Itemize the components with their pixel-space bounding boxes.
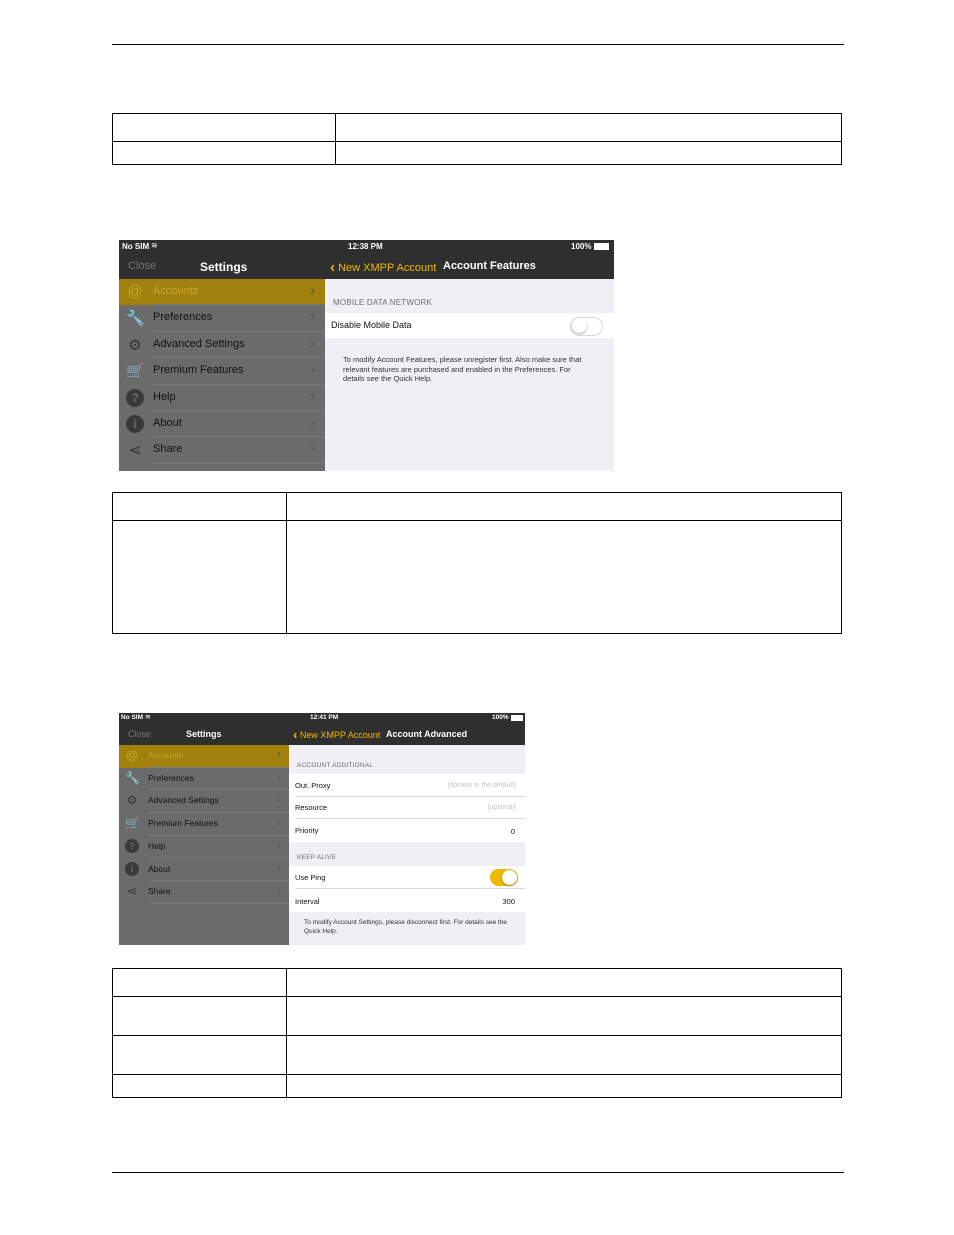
help-icon: ? [125,839,139,853]
wifi-icon: ≋ [145,714,151,721]
row-label: Disable Mobile Data [331,320,412,330]
priority-value[interactable]: 0 [510,827,515,836]
chevron-right-icon: › [277,837,281,852]
table-row [113,1036,842,1075]
battery-icon [511,715,523,721]
sidebar-title: Settings [186,729,222,739]
chevron-right-icon: › [310,387,315,405]
sidebar-item-about[interactable] [119,411,325,437]
out-proxy-row[interactable] [289,774,525,797]
footer-rule [112,1172,844,1173]
out-proxy-label: Out. Proxy [295,781,331,790]
carrier-label: No SIM [122,242,150,251]
sidebar-item-share[interactable] [119,881,289,904]
at-icon: @ [127,283,143,300]
page-title: Account Features [443,260,536,272]
time-label: 12:41 PM [310,714,339,721]
sidebar-item-label: About [153,417,182,429]
sidebar-item-help[interactable] [119,836,289,859]
sidebar-item-label: Share [153,443,183,456]
chevron-left-icon: ‹ [293,727,298,742]
wrench-icon: 🔧 [126,310,145,328]
cart-icon: 🛒 [125,816,140,831]
sidebar-item-label: Preferences [148,772,194,783]
back-button[interactable]: ‹ New XMPP Account [330,259,437,276]
chevron-right-icon: › [310,308,315,326]
chevron-right-icon: › [277,769,281,784]
close-button[interactable]: Close [128,260,157,272]
sidebar-item-label: Help [148,840,166,851]
chevron-right-icon: › [310,414,315,431]
at-icon: @ [125,748,139,762]
time-label: 12:38 PM [348,242,383,251]
cart-icon: 🛒 [126,363,145,381]
screenshot-account-advanced [119,713,525,945]
table-1 [112,113,842,165]
chevron-right-icon: › [277,883,281,898]
settings-sidebar [119,713,289,945]
sidebar-header [119,240,325,279]
resource-input[interactable]: [optional] [487,804,516,811]
out-proxy-input[interactable]: [domain is the default] [447,782,516,789]
gears-icon: ⚙ [128,336,142,354]
sidebar-item-label: About [148,863,171,874]
priority-row[interactable] [289,819,525,842]
sidebar-item-advanced-settings[interactable] [119,790,289,813]
table-row [113,1075,842,1098]
sidebar-title: Settings [200,260,248,274]
chevron-right-icon: › [310,361,315,379]
battery-icon [594,243,609,250]
detail-header [325,240,614,279]
sidebar-item-label: Accounts [153,285,199,297]
sidebar-item-label: Help [153,390,176,403]
page-title: Account Advanced [386,729,468,739]
sidebar-item-help[interactable] [119,385,325,411]
back-button[interactable]: ‹ New XMPP Account [293,727,381,742]
info-note: To modify Account Settings, please disconnect first. For details see the Quick Help. [304,919,508,935]
table-row [113,521,842,634]
detail-pane [325,240,614,471]
sidebar-item-about[interactable] [119,859,289,882]
wifi-icon: ≋ [151,241,158,250]
carrier-label: No SIM [121,714,144,721]
chevron-right-icon: › [277,747,281,761]
disable-mobile-data-toggle[interactable] [570,317,603,336]
interval-value[interactable]: 300 [502,897,515,906]
chevron-right-icon: › [310,282,315,299]
battery-label: 100% [492,714,509,721]
chevron-right-icon: › [310,440,315,458]
use-ping-row [289,866,525,889]
resource-row[interactable] [289,797,525,819]
help-icon: ? [126,389,144,407]
table-2 [112,492,842,634]
settings-sidebar [119,240,325,471]
battery-label: 100% [571,242,592,251]
sidebar-header [119,713,289,745]
sidebar-item-label: Premium Features [148,818,218,829]
header-rule [112,44,844,45]
section-header-account-additional: ACCOUNT ADDITIONAL [297,762,374,769]
info-icon: i [126,415,144,433]
interval-label: Interval [295,897,320,906]
priority-label: Priority [295,826,319,835]
gears-icon: ⚙ [126,793,138,808]
detail-header [289,713,525,745]
sidebar-item-preferences[interactable] [119,768,289,791]
sidebar-item-premium-features[interactable] [119,358,325,384]
info-icon: i [125,862,139,876]
chevron-right-icon: › [277,792,281,807]
info-note: To modify Account Features, please unregister first. Also make sure that relevant features are purchased and enabled in the Preferences. For details see the Quick Help. [343,355,582,383]
share-icon: ⋖ [128,442,142,460]
section-header-keep-alive: KEEP ALIVE [297,854,337,861]
sidebar-item-label: Accounts [148,750,183,760]
chevron-right-icon: › [277,860,281,875]
table-row [113,969,842,997]
disable-mobile-data-row [325,313,614,338]
sidebar-item-label: Advanced Settings [148,795,219,806]
screenshot-account-features [119,240,614,471]
sidebar-item-share[interactable] [119,437,325,463]
section-header: MOBILE DATA NETWORK [333,298,433,307]
use-ping-toggle[interactable] [490,869,518,886]
sidebar-item-accounts[interactable] [119,279,325,305]
chevron-right-icon: › [310,334,315,352]
resource-label: Resource [295,803,328,812]
chevron-right-icon: › [277,815,281,830]
sidebar-item-label: Share [148,886,171,897]
sidebar-item-premium-features[interactable] [119,813,289,836]
table-row [113,997,842,1036]
close-button[interactable]: Close [128,729,152,739]
sidebar-item-advanced-settings[interactable] [119,332,325,358]
table-row [113,142,842,165]
sidebar-item-label: Premium Features [153,364,244,377]
share-icon: ⋖ [126,884,138,899]
sidebar-item-label: Advanced Settings [153,337,245,350]
use-ping-label: Use Ping [295,873,326,882]
table-row [113,114,842,142]
sidebar-item-accounts[interactable] [119,745,289,768]
table-3 [112,968,842,1098]
sidebar-item-label: Preferences [153,311,213,324]
detail-pane [289,713,525,945]
wrench-icon: 🔧 [125,770,140,785]
table-row [113,493,842,521]
interval-row[interactable] [289,889,525,912]
sidebar-item-preferences[interactable] [119,305,325,331]
chevron-left-icon: ‹ [330,259,335,276]
